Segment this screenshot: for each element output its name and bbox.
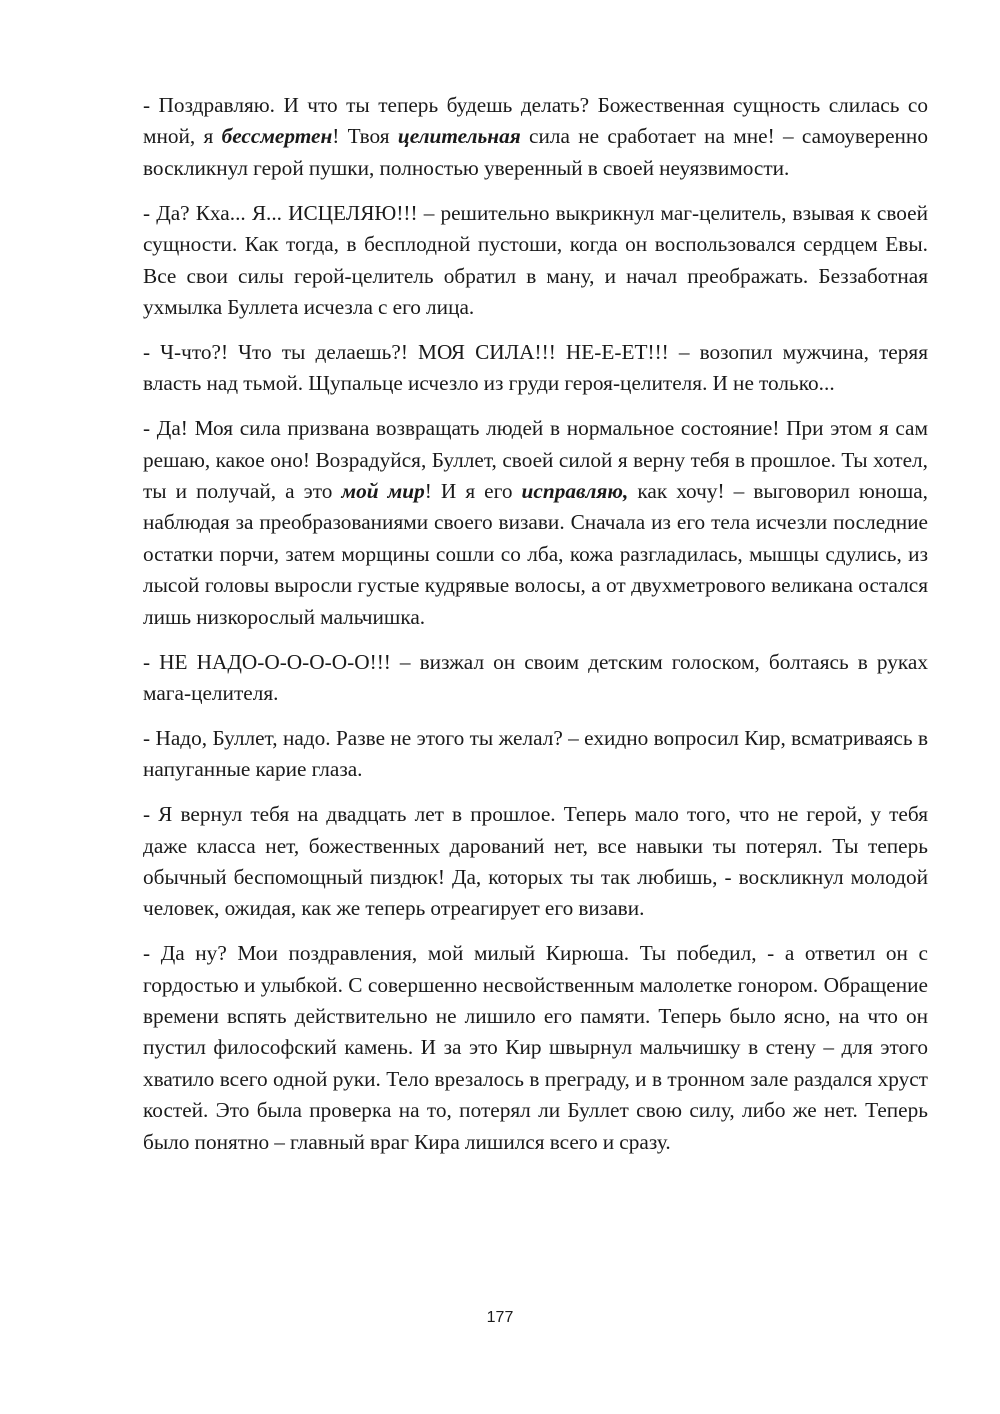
text-run: - Ч-что?! Что ты делаешь?! МОЯ СИЛА!!! НЕ-Е-ЕТ!!! – возопил мужчина, теряя власть над тьмой. Щупальце исчезло из груди героя-целителя. И не только... — [143, 339, 928, 396]
paragraph-5 — [143, 647, 928, 710]
paragraph-4 — [143, 413, 928, 633]
text-run: - Да? Кха... Я... ИСЦЕЛЯЮ!!! – решительно выкрикнул маг-целитель, взывая к своей сущности. Как тогда, в бесплодной пустоши, когда он воспользовался сердцем Евы. Все свои силы герой-целитель обратил в ману, и начал преображать. Беззаботная ухмылка Буллета исчезла с его лица. — [143, 200, 928, 319]
emphasis-text: бессмертен — [221, 124, 333, 149]
text-run: - НЕ НАДО-О-О-О-О-О!!! – визжал он своим детским голоском, болтаясь в руках мага-целителя. — [143, 649, 928, 705]
page-body — [143, 90, 928, 1172]
text-run: - Да! Моя сила призвана возвращать людей в нормальное состояние! При этом я сам решаю, какое оно! Возрадуйся, Буллет, своей силой я верну тебя в прошлое. Ты хотел, ты и получай, а это — [143, 416, 928, 503]
paragraph-8 — [143, 938, 928, 1158]
text-run: как хочу! – выговорил юноша, наблюдая за преобразованиями своего визави. Сначала из его тела исчезли последние остатки порчи, затем морщины сошли со лба, кожа разгладилась, мышцы сдулись, из лысой головы выросли густые кудрявые волосы, а от двухметрового великана остался лишь низкорослый мальчишка. — [143, 478, 929, 629]
page-number: 177 — [486, 1309, 514, 1326]
paragraph-7 — [143, 799, 928, 925]
emphasis-text: целительная — [397, 124, 521, 149]
text-run: - Надо, Буллет, надо. Разве не этого ты желал? – ехидно вопросил Кир, всматриваясь в напуганные карие глаза. — [143, 725, 928, 782]
paragraph-3 — [143, 337, 928, 400]
emphasis-text: мой мир — [341, 478, 425, 503]
text-run: - Да ну? Мои поздравления, мой милый Кирюша. Ты победил, - а ответил он с гордостью и улыбкой. С совершенно несвойственным малолетке гонором. Обращение времени вспять действительно не лишило его памяти. Теперь было ясно, на что он пустил философский камень. И за это Кир швырнул мальчишку в стену – для этого хватило всего одной руки. Тело врезалось в преграду, и в тронном зале раздался хруст костей. Это была проверка на то, потерял ли Буллет свою силу, либо же нет. Теперь было понятно – главный враг Кира лишился всего и сразу. — [143, 941, 928, 1154]
text-run: сила не сработает на мне! – самоуверенно воскликнул герой пушки, полностью уверенный в своей неуязвимости. — [143, 124, 928, 180]
paragraph-1 — [143, 90, 928, 184]
text-run: ! И я его — [424, 478, 522, 503]
text-run: - Я вернул тебя на двадцать лет в прошлое. Теперь мало того, что не герой, у тебя даже класса нет, божественных дарований нет, все навыки ты потерял. Ты теперь обычный беспомощный пиздюк! Да, которых ты так любишь, - воскликнул молодой человек, ожидая, как же теперь отреагирует его визави. — [143, 802, 928, 921]
text-run: ! Твоя — [332, 124, 398, 149]
paragraph-6 — [143, 723, 928, 786]
text-run: - Поздравляю. И что ты теперь будешь делать? Божественная сущность слилась со мной, я — [143, 93, 928, 149]
paragraph-2 — [143, 198, 928, 324]
emphasis-text: исправляю, — [521, 478, 629, 503]
